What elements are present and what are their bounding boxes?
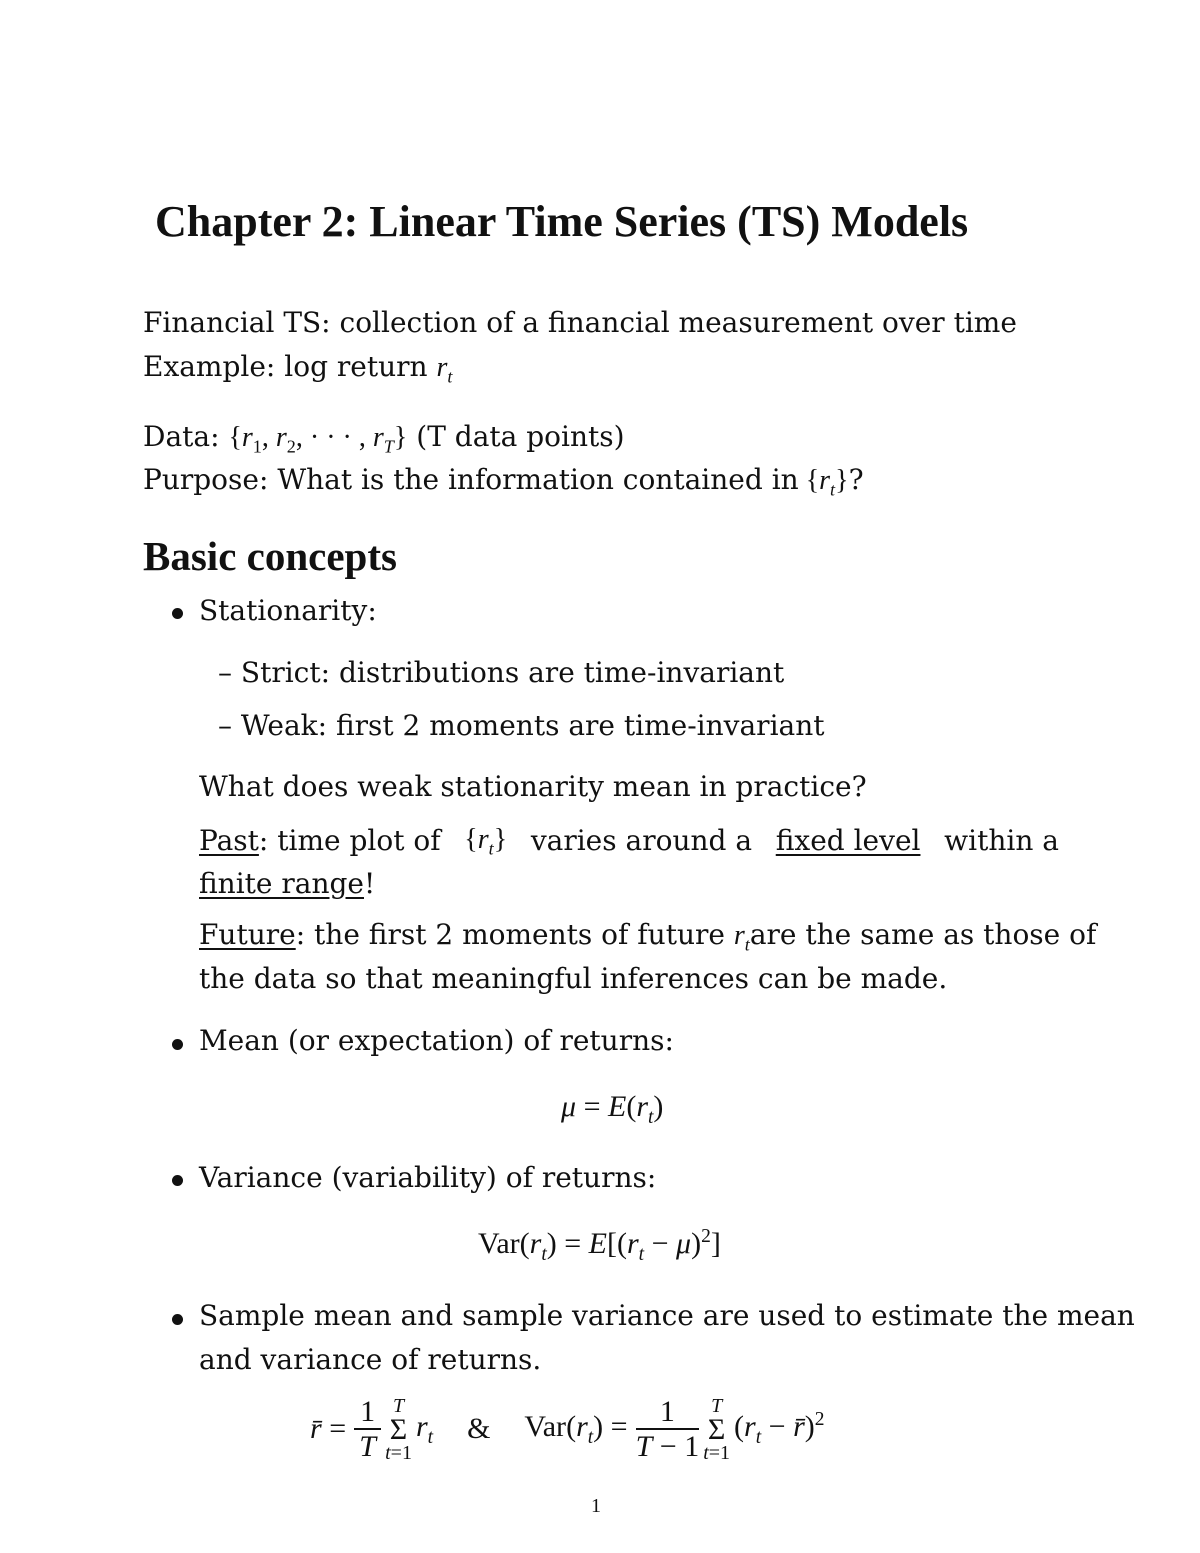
dash-icon: – [218,709,232,742]
past-text-3: within a [944,824,1059,857]
var-text: Var [524,1409,567,1443]
page-title: Chapter 2: Linear Time Series (TS) Models [155,197,969,246]
weak-question: What does weak stationarity mean in practice? [199,770,867,803]
sum-icon: T Σ t=1 [385,1394,412,1464]
math-data-set: {$r_1$, $r_2$, · · · , $r_T$} [228,422,408,457]
weak-text: Weak: first 2 moments are time-invariant [240,709,825,742]
variance-label: Variance (variability) of returns: [199,1161,657,1194]
sum-icon: T Σ t=1 [703,1394,731,1464]
past-end: ! [364,867,376,900]
intro-line-2-text: Example: log return [143,350,428,383]
math-rt-set-2: $\{r_t\}$ [464,824,508,859]
variance-formula: $Var(r_t) = E[(r_t - \mu)^2]$ [478,1226,721,1265]
fraction-1-over-T: $\frac{1}{T}$ [354,1395,381,1463]
past-label: Past [199,824,259,857]
weak-item [218,709,825,742]
math-rt-set: $\{r_t\}$ [798,465,849,500]
past-line-2 [199,867,375,900]
future-text-1: : the first 2 moments of future [295,918,725,951]
bullet-icon [172,1175,183,1186]
intro-line-3-suffix: (T data points) [416,420,625,453]
intro-line-4 [143,463,864,501]
dash-icon: – [218,656,232,689]
sample-line-1: Sample mean and sample variance are used to estimate the mean [199,1299,1135,1332]
math-rt-2: $r_t$ [733,920,750,955]
ampersand: & [467,1412,491,1445]
intro-line-2 [143,350,452,388]
future-text-2: are the same as those of [749,918,1097,951]
strict-item [218,656,784,689]
bullet-icon [172,1314,183,1325]
page-number: 1 [591,1495,601,1517]
intro-line-4-suffix: ? [848,463,864,496]
future-line-2: the data so that meaningful inferences can be made. [199,962,948,995]
bullet-icon [172,1039,183,1050]
sample-formulas: r̄ = $\frac{1}{T}$ T Σ t=1 $r_t$ & $Var(r_t)$ = $\frac{1}{T - 1}$ T Σ t=1 ($r_t$ − r̄)$^2$ [310,1394,825,1464]
mean-label: Mean (or expectation) of returns: [199,1024,674,1057]
intro-line-1: Financial TS: collection of a financial measurement over time [143,306,1017,339]
intro-line-4-prefix: Purpose: What is the information contained in [143,463,799,496]
rbar: r̄ = [310,1412,347,1445]
math-rt: $r_t$ [436,352,453,387]
intro-line-3-prefix: Data: [143,420,220,453]
strict-text: Strict: distributions are time-invariant [240,656,785,689]
past-fixed-level: fixed level [775,824,921,857]
mean-formula: $\mu = E(r_t)$ [561,1090,664,1128]
sample-line-2: and variance of returns. [199,1343,542,1376]
future-line-1 [199,918,1097,956]
intro-line-3 [143,420,625,458]
stationarity-label: Stationarity: [199,594,377,627]
section-heading: Basic concepts [143,533,397,579]
past-line-1 [199,824,1059,860]
bullet-icon [172,608,183,619]
past-text-1: : time plot of [258,824,441,857]
past-text-2: varies around a [530,824,753,857]
fraction-1-over-T-minus-1: $\frac{1}{T - 1}$ [635,1395,700,1463]
past-finite-range: finite range [199,867,364,900]
future-label: Future [199,918,296,951]
